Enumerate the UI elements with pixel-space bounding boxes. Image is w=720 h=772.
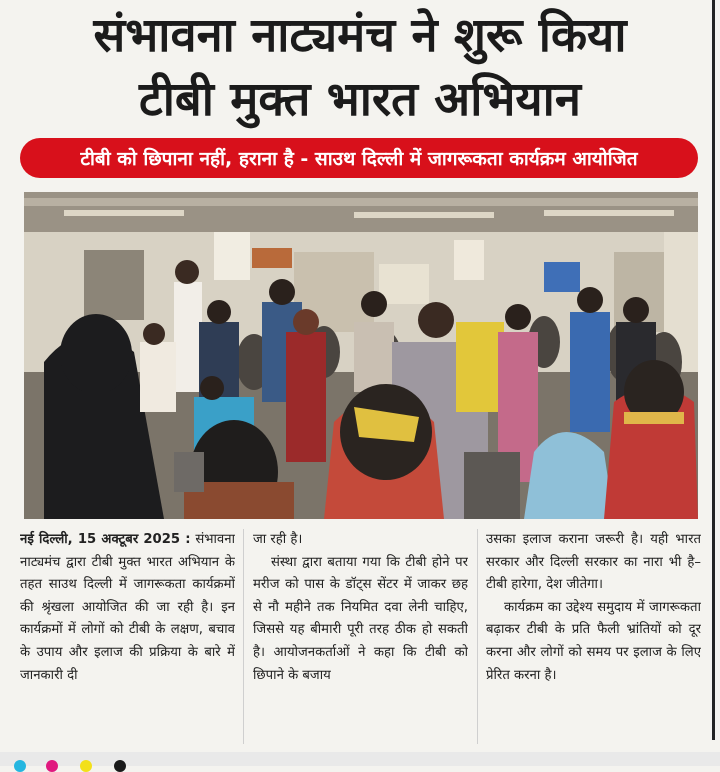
headline-line-2: टीबी मुक्त भारत अभियान — [139, 72, 581, 127]
black-register-dot — [114, 760, 126, 772]
column-divider-1 — [243, 529, 244, 744]
subheadline-banner — [20, 138, 698, 178]
column-divider-2 — [477, 529, 478, 744]
page-edge-line — [712, 0, 715, 740]
article-dateline: नई दिल्ली, 15 अक्टूबर 2025 : — [20, 532, 191, 547]
article-column-3 — [486, 529, 701, 751]
headline-line-1: संभावना नाट्यमंच ने शुरू किया — [93, 8, 627, 63]
article-col3-text1: उसका इलाज कराना जरूरी है। यही भारत सरकार और दिल्ली सरकार का नारा भी है– टीबी हारेगा, देश जीतेगा। — [486, 532, 701, 593]
cyan-register-dot — [14, 760, 26, 772]
crowd-photo-illustration — [24, 192, 698, 519]
bottom-strip — [0, 752, 720, 766]
article-col2-text1: जा रही है। — [253, 532, 303, 547]
article-col2-text2: संस्था द्वारा बताया गया कि टीबी होने पर मरीज को पास के डॉट्स सेंटर में जाकर छह से नौ महीने तक नियमित दवा लेनी चाहिए, जिससे यह बीमारी पूरी तरह ठीक हो सकती है। आयोजनकर्ताओं ने कहा कि टीबी को छिपाने के बजाय — [253, 554, 468, 683]
event-photo — [24, 192, 698, 519]
magenta-register-dot — [46, 760, 58, 772]
article-col1-text: संभावना नाट्यमंच द्वारा टीबी मुक्त भारत अभियान के तहत साउथ दिल्ली में जागरूकता कार्यक्रमों की श्रृंखला आयोजित की जा रही है। इन कार्यक्रमों में लोगों को टीबी के लक्षण, बचाव के उपाय और इलाज की प्रक्रिया के बारे में जानकारी दी — [20, 532, 235, 683]
subheadline-text: टीबी को छिपाना नहीं, हराना है - साउथ दिल्ली में जागरूकता कार्यक्रम आयोजित — [80, 148, 638, 170]
yellow-register-dot — [80, 760, 92, 772]
article-column-2 — [253, 529, 468, 751]
article-col3-text2: कार्यक्रम का उद्देश्य समुदाय में जागरूकता बढ़ाकर टीबी के प्रति फैली भ्रांतियों को दूर करना और लोगों को समय पर इलाज के लिए प्रेरित करना है। — [486, 599, 701, 683]
article-column-1 — [20, 529, 235, 751]
